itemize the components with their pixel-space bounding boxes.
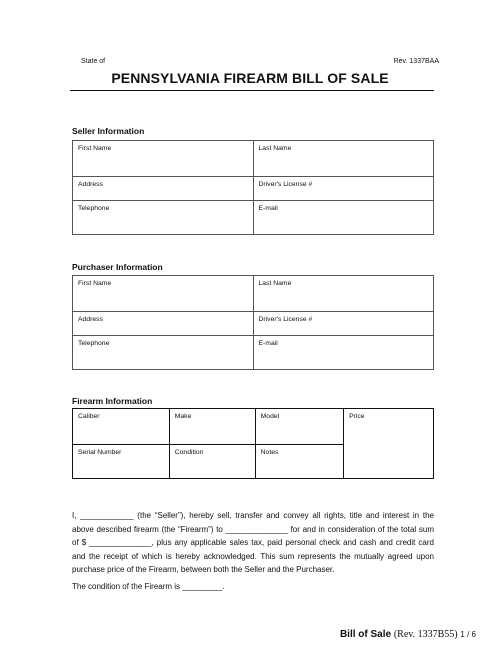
firearm-make-field[interactable] xyxy=(169,409,255,445)
firearm-price-field[interactable] xyxy=(344,409,434,479)
purchaser-address-field[interactable] xyxy=(73,312,254,336)
seller-license-field[interactable] xyxy=(253,177,434,201)
seller-telephone-label: Telephone xyxy=(78,205,110,212)
firearm-notes-field[interactable] xyxy=(255,445,343,479)
seller-last-name-label: Last Name xyxy=(258,145,292,152)
seller-heading: Seller Information xyxy=(72,126,145,136)
condition-statement: The condition of the Firearm is _________. xyxy=(72,582,225,591)
purchaser-table xyxy=(72,275,434,370)
purchaser-email-label: E-mail xyxy=(258,340,278,347)
purchaser-last-name-label: Last Name xyxy=(258,280,292,287)
seller-email-field[interactable] xyxy=(253,201,434,235)
firearm-notes-label: Notes xyxy=(260,449,279,456)
purchaser-license-label: Driver's License # xyxy=(258,316,313,323)
seller-table xyxy=(72,140,434,235)
seller-last-name-field[interactable] xyxy=(253,141,434,177)
purchaser-email-field[interactable] xyxy=(253,336,434,370)
purchaser-first-name-field[interactable] xyxy=(73,276,254,312)
firearm-table xyxy=(72,408,434,479)
document-title: PENNSYLVANIA FIREARM BILL OF SALE xyxy=(111,70,389,86)
footer-revision: (Rev. 1337B55) xyxy=(393,629,458,640)
page-number: 1 / 6 xyxy=(460,630,476,639)
firearm-serial-label: Serial Number xyxy=(78,449,122,456)
seller-address-field[interactable] xyxy=(73,177,254,201)
seller-first-name-field[interactable] xyxy=(73,141,254,177)
firearm-caliber-field[interactable] xyxy=(73,409,170,445)
title-underline xyxy=(70,90,434,91)
seller-telephone-field[interactable] xyxy=(73,201,254,235)
firearm-heading: Firearm Information xyxy=(72,396,153,406)
agreement-paragraph: I, ____________ (the “Seller”), hereby sell, transfer and convey all rights, title and interest in the above described firearm (the “Firearm”) to ______________ for and in consideration of the total sum of $ ______________, plus any applicable sales tax, paid personal check and cash and credit card and the receipt of which is hereby acknowledged. This sum represents the mutually agreed upon purchase price of the Firearm, between both the Seller and the Purchaser. xyxy=(72,511,434,575)
firearm-make-label: Make xyxy=(174,413,192,420)
seller-email-label: E-mail xyxy=(258,205,278,212)
revision-label: Rev. 1337BAA xyxy=(393,58,439,65)
page-footer xyxy=(340,629,476,640)
firearm-caliber-label: Caliber xyxy=(78,413,100,420)
seller-license-label: Driver's License # xyxy=(258,181,313,188)
state-of-label: State of xyxy=(81,58,106,65)
firearm-price-label: Price xyxy=(349,413,365,420)
firearm-condition-label: Condition xyxy=(174,449,204,456)
purchaser-heading: Purchaser Information xyxy=(72,262,163,272)
firearm-serial-field[interactable] xyxy=(73,445,170,479)
firearm-model-label: Model xyxy=(260,413,280,420)
purchaser-first-name-label: First Name xyxy=(78,280,112,287)
purchaser-telephone-label: Telephone xyxy=(78,340,110,347)
purchaser-address-label: Address xyxy=(78,316,103,323)
purchaser-license-field[interactable] xyxy=(253,312,434,336)
purchaser-telephone-field[interactable] xyxy=(73,336,254,370)
seller-first-name-label: First Name xyxy=(78,145,112,152)
firearm-condition-field[interactable] xyxy=(169,445,255,479)
firearm-model-field[interactable] xyxy=(255,409,343,445)
purchaser-last-name-field[interactable] xyxy=(253,276,434,312)
seller-address-label: Address xyxy=(78,181,103,188)
footer-label: Bill of Sale xyxy=(339,629,392,640)
